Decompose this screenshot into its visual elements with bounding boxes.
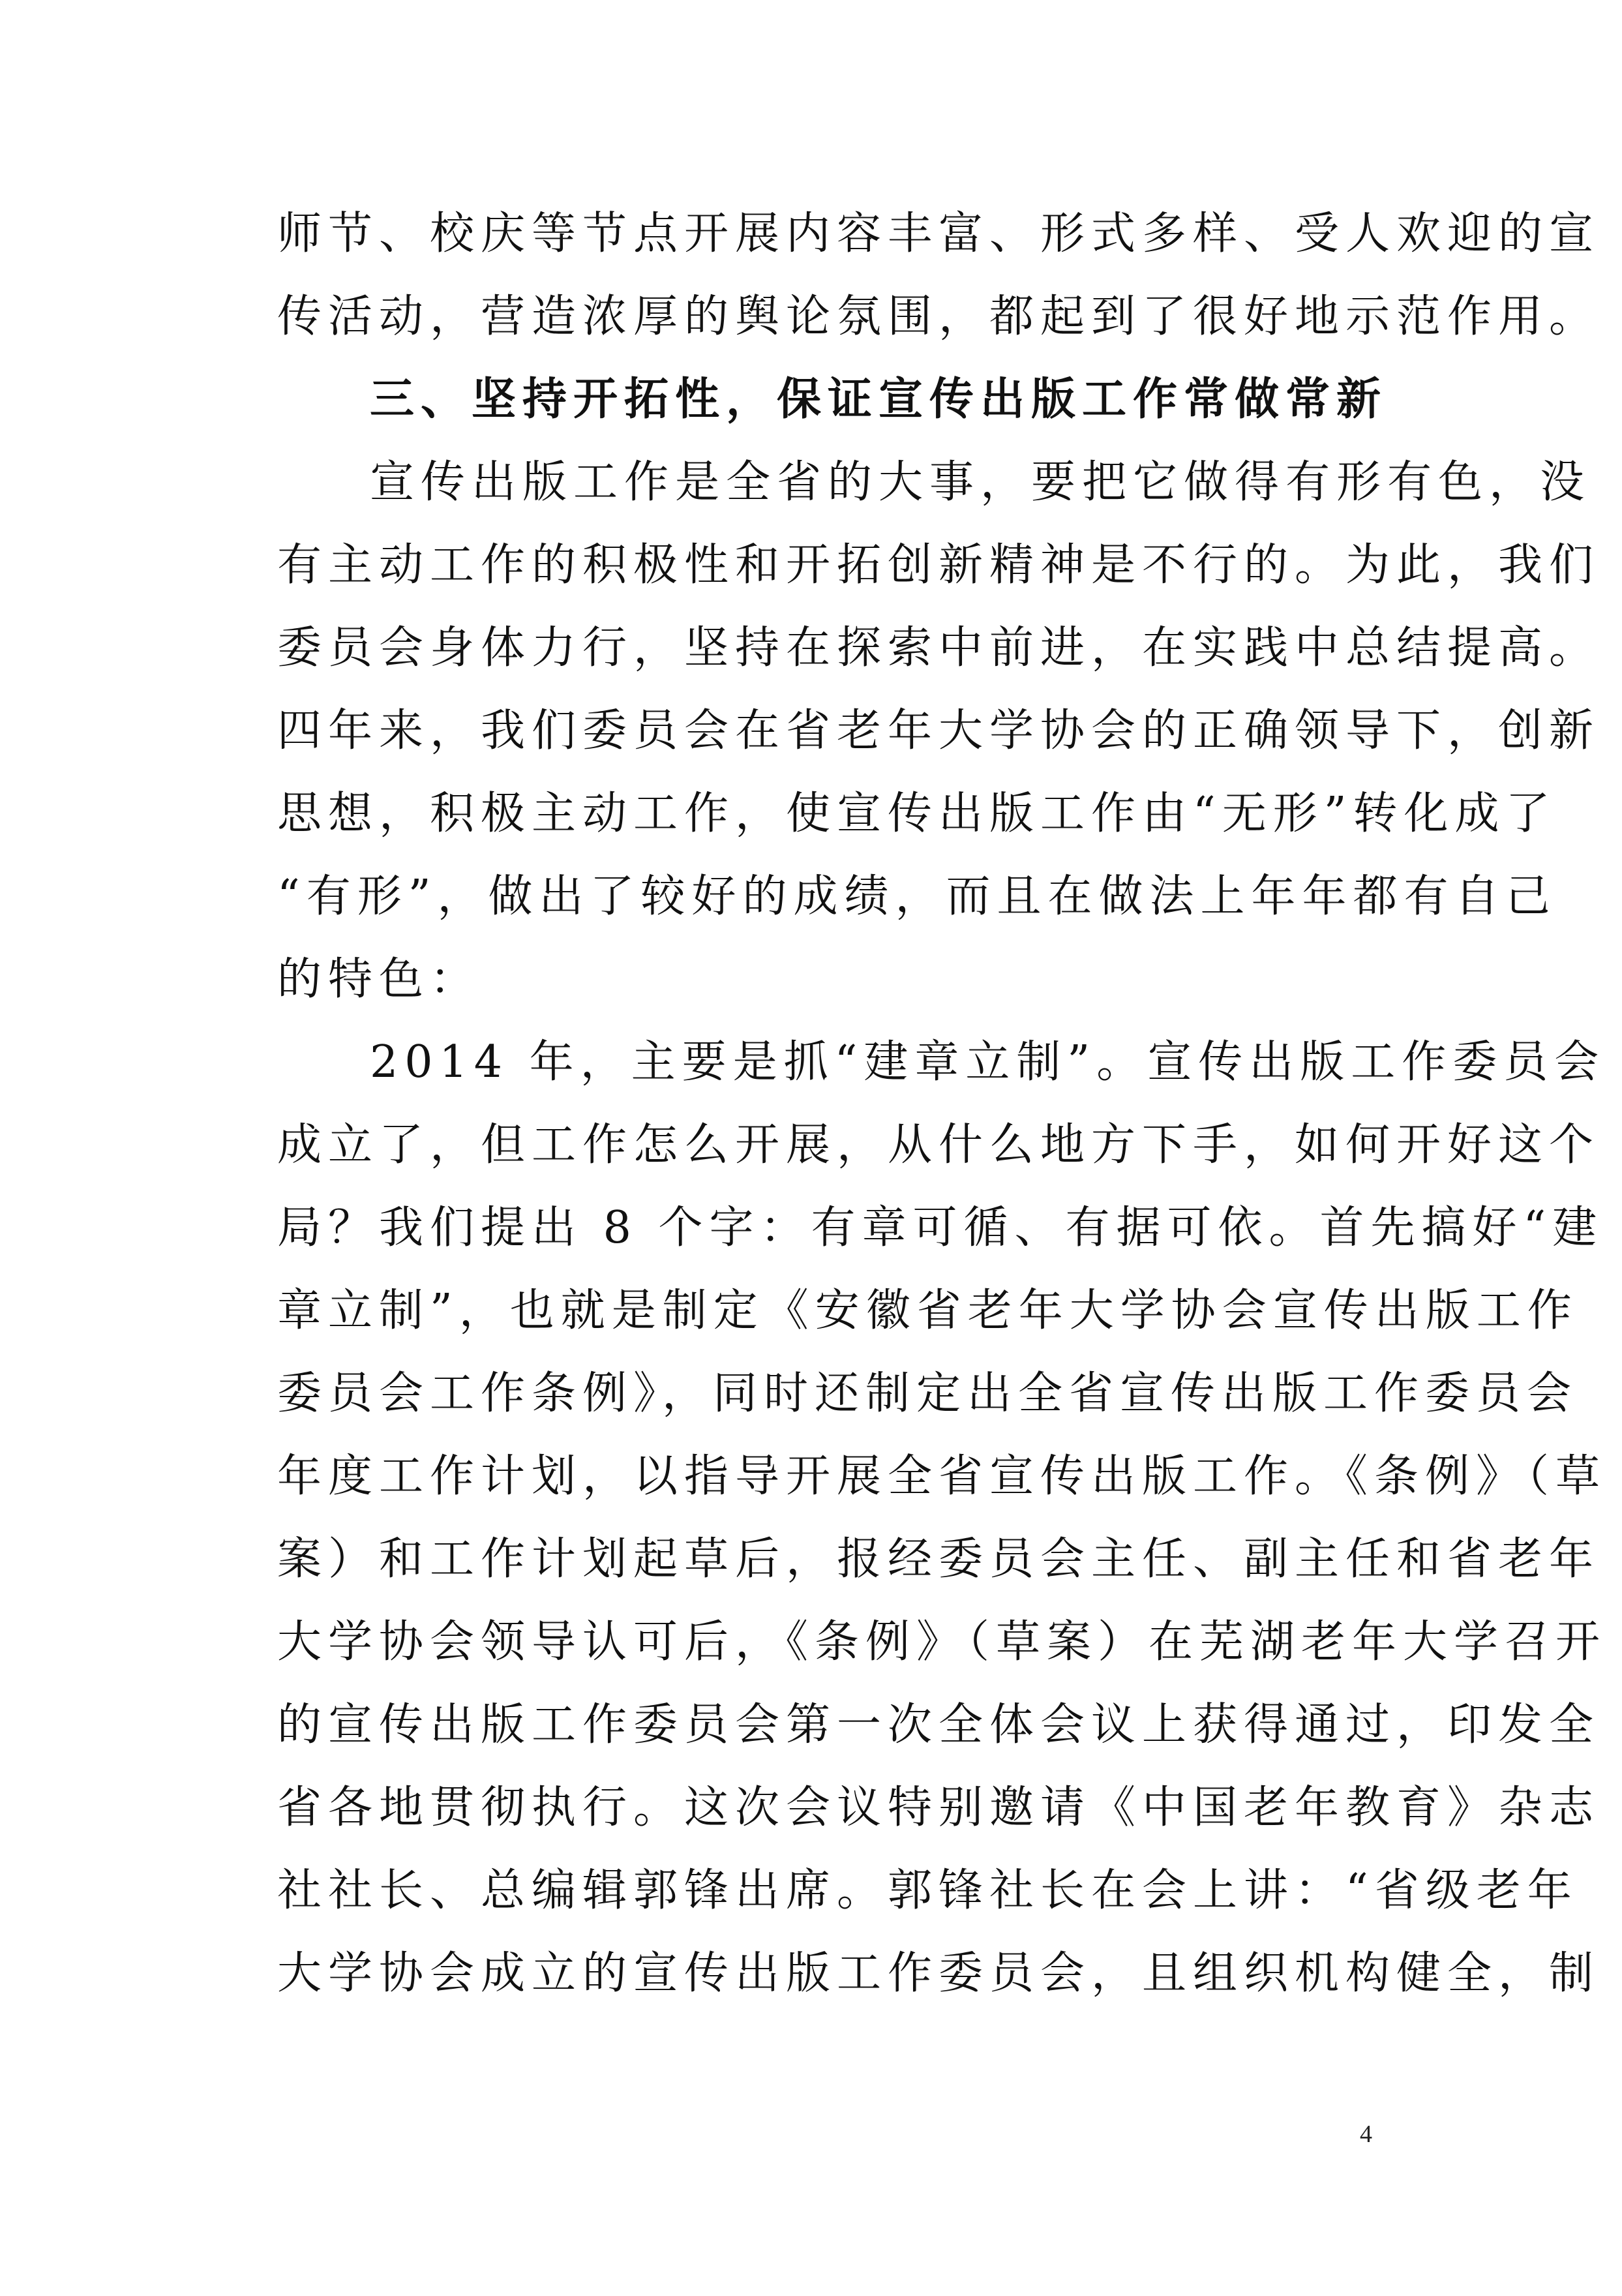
- page-number: 4: [1360, 2121, 1372, 2148]
- text-line-8: 思想，积极主动工作，使宣传出版工作由“无形”转化成了: [277, 788, 1557, 839]
- body-text: [277, 192, 1607, 2015]
- text-line-14: 章立制”，也就是制定《安徽省老年大学协会宣传出版工作: [277, 1285, 1578, 1337]
- text-line-19: 的宣传出版工作委员会第一次全体会议上获得通过，印发全: [277, 1699, 1600, 1751]
- text-line-16: 年度工作计划，以指导开展全省宣传出版工作。《条例》（草: [277, 1451, 1607, 1502]
- text-line-4: 宣传出版工作是全省的大事，要把它做得有形有色，没: [370, 457, 1591, 508]
- section-heading: 三、坚持开拓性，保证宣传出版工作常做常新: [370, 374, 1388, 425]
- text-line-20: 省各地贯彻执行。这次会议特别邀请《中国老年教育》杂志: [277, 1782, 1600, 1834]
- text-line-5: 有主动工作的积极性和开拓创新精神是不行的。为此，我们: [277, 539, 1600, 591]
- text-line-13: 局？我们提出 8 个字：有章可循、有据可依。首先搞好“建: [277, 1202, 1604, 1254]
- text-line-15: 委员会工作条例》，同时还制定出全省宣传出版工作委员会: [277, 1368, 1578, 1419]
- text-line-9: “有形”，做出了较好的成绩，而且在做法上年年都有自己: [277, 871, 1557, 922]
- text-line-21: 社社长、总编辑郭锋出席。郭锋社长在会上讲：“省级老年: [277, 1865, 1578, 1916]
- text-line-1: 师节、校庆等节点开展内容丰富、形式多样、受人欢迎的宣: [277, 208, 1600, 260]
- text-line-6: 委员会身体力行，坚持在探索中前进，在实践中总结提高。: [277, 622, 1600, 674]
- text-line-11: 2014 年，主要是抓“建章立制”。宣传出版工作委员会: [370, 1036, 1606, 1088]
- text-line-7: 四年来，我们委员会在省老年大学协会的正确领导下，创新: [277, 705, 1600, 757]
- text-line-12: 成立了，但工作怎么开展，从什么地方下手，如何开好这个: [277, 1119, 1600, 1171]
- text-line-2: 传活动，营造浓厚的舆论氛围，都起到了很好地示范作用。: [277, 291, 1600, 342]
- text-line-17: 案）和工作计划起草后，报经委员会主任、副主任和省老年: [277, 1533, 1600, 1585]
- text-line-22: 大学协会成立的宣传出版工作委员会，且组织机构健全，制: [277, 1948, 1600, 1999]
- text-line-10: 的特色：: [277, 954, 481, 1005]
- text-line-18: 大学协会领导认可后，《条例》（草案）在芜湖老年大学召开: [277, 1616, 1607, 1668]
